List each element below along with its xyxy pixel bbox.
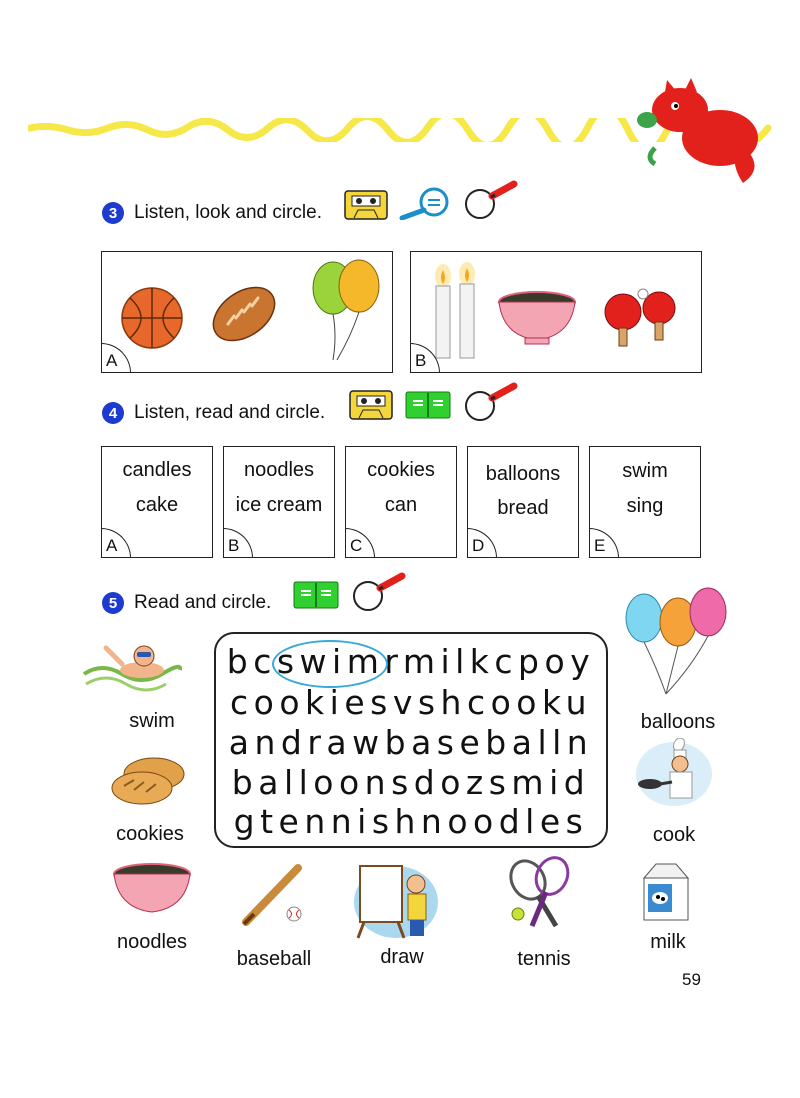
tennis-rackets-icon	[504, 856, 578, 932]
label-swim: swim	[129, 710, 175, 732]
label-draw: draw	[380, 946, 424, 968]
section-3-number-badge: 3	[102, 202, 124, 224]
word-option[interactable]: cake	[135, 494, 179, 516]
section-4-box-d-letter: D	[467, 528, 497, 558]
section-4-box-c[interactable]	[345, 446, 457, 558]
section-4-box-c-letter: C	[345, 528, 375, 558]
label-cookies: cookies	[116, 823, 184, 845]
section-5-number-badge: 5	[102, 592, 124, 614]
word-option[interactable]: bread	[497, 497, 549, 519]
open-book-icon	[405, 391, 451, 419]
balloons-icon	[622, 586, 728, 698]
cookies-icon	[108, 752, 188, 808]
word-option[interactable]: balloons	[485, 463, 561, 485]
word-option[interactable]: swim	[622, 460, 668, 482]
grid-row[interactable]: gtennishnoodles	[233, 802, 589, 841]
word-option[interactable]: sing	[626, 495, 664, 517]
open-book-icon	[293, 581, 339, 609]
cook-icon	[634, 738, 714, 808]
label-tennis: tennis	[517, 948, 571, 970]
basketball-icon	[120, 286, 184, 350]
baseball-bat-icon	[238, 860, 318, 930]
label-milk: milk	[650, 931, 686, 953]
section-4-box-a-letter: A	[101, 528, 131, 558]
painting-boy-icon	[350, 858, 440, 942]
section-4-box-b[interactable]	[223, 446, 335, 558]
grid-row[interactable]: cookiesvshcooku	[230, 683, 592, 722]
ping-pong-paddles-icon	[601, 286, 685, 350]
section-4-number-badge: 4	[102, 402, 124, 424]
grid-row[interactable]: balloonsdozsmid	[231, 763, 591, 802]
section-4-box-e-letter: E	[589, 528, 619, 558]
section-3-box-b-letter: B	[410, 343, 440, 373]
label-cook: cook	[652, 824, 696, 846]
example-highlight-circle	[272, 640, 388, 688]
grid-row[interactable]: bcswimrmilkcpoy	[226, 642, 596, 681]
balloons-icon	[307, 256, 385, 364]
cassette-icon	[344, 190, 388, 220]
section-4-box-a[interactable]	[101, 446, 213, 558]
section-3-box-b[interactable]	[410, 251, 702, 373]
word-option[interactable]: noodles	[243, 459, 315, 481]
word-option[interactable]: cookies	[367, 459, 435, 481]
section-4-box-b-letter: B	[223, 528, 253, 558]
milk-carton-icon	[636, 860, 696, 924]
noodle-bowl-icon	[497, 290, 577, 346]
bread-icon	[206, 280, 282, 344]
section-3-box-a[interactable]	[101, 251, 393, 373]
section-4-box-e[interactable]	[589, 446, 701, 558]
magnifier-icon	[398, 186, 452, 220]
swimmer-icon	[82, 634, 182, 696]
pen-circle-icon	[462, 180, 520, 222]
noodle-bowl-icon	[112, 862, 192, 916]
pen-circle-icon	[350, 572, 408, 614]
word-option[interactable]: ice cream	[235, 494, 323, 516]
word-search-grid[interactable]	[214, 632, 608, 848]
label-noodles: noodles	[116, 931, 188, 953]
word-option[interactable]: can	[384, 494, 418, 516]
section-4-instruction: Listen, read and circle.	[134, 402, 326, 423]
page-number: 59	[682, 970, 701, 989]
word-option[interactable]: candles	[122, 459, 192, 481]
cassette-icon	[349, 390, 393, 420]
section-3-instruction: Listen, look and circle.	[134, 202, 322, 223]
candles-icon	[425, 262, 487, 362]
section-3-box-a-letter: A	[101, 343, 131, 373]
pen-circle-icon	[462, 382, 520, 424]
label-balloons: balloons	[640, 711, 716, 733]
section-5-instruction: Read and circle.	[134, 592, 272, 613]
dragon-mascot-icon	[625, 78, 775, 190]
grid-row[interactable]: andrawbaseballn	[228, 723, 594, 762]
section-4-box-d[interactable]	[467, 446, 579, 558]
label-baseball: baseball	[236, 948, 312, 970]
